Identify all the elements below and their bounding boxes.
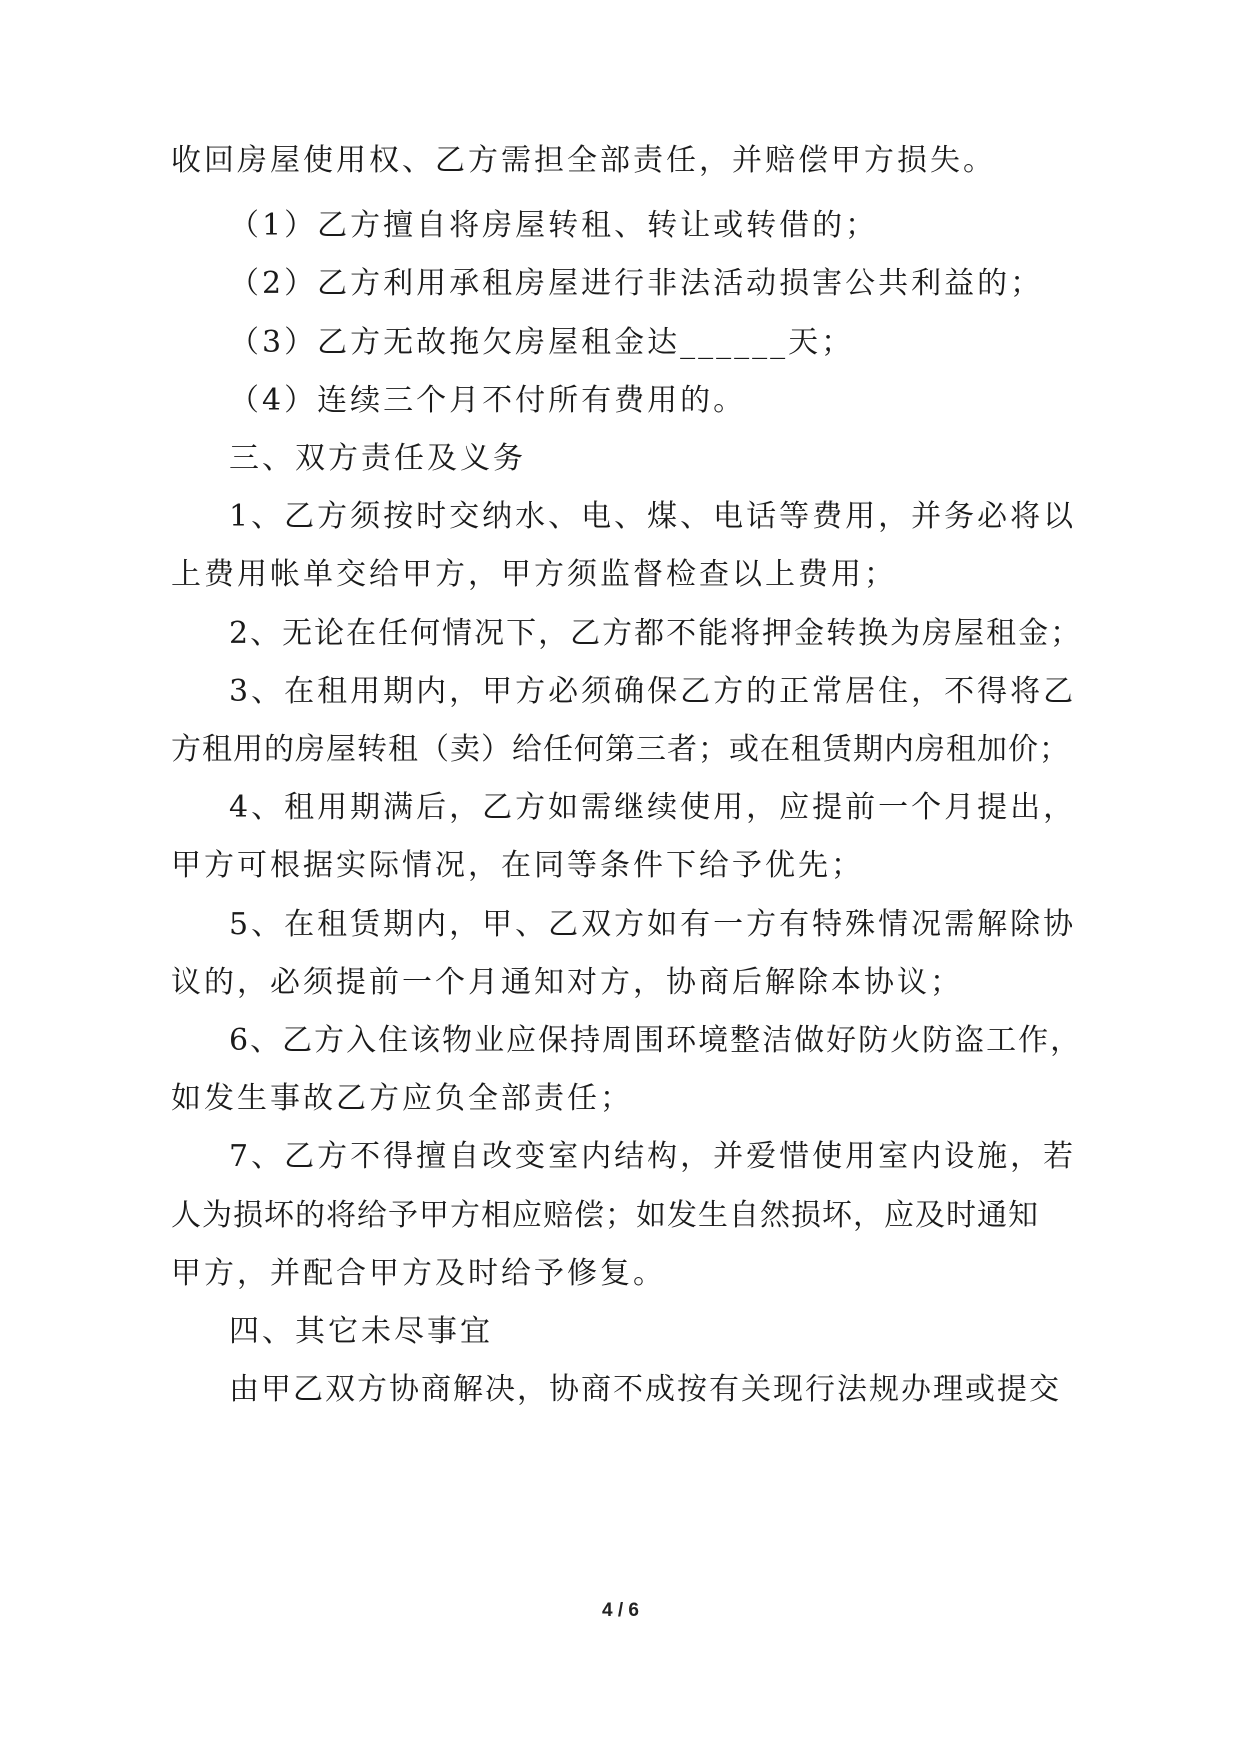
section-heading: 四、其它未尽事宜 [229, 1314, 493, 1349]
paragraph-line: （1）乙方擅自将房屋转租、转让或转借的； [229, 208, 879, 243]
paragraph-line: 如发生事故乙方应负全部责任； [171, 1081, 633, 1116]
paragraph-line: （3）乙方无故拖欠房屋租金达______天； [229, 325, 855, 360]
paragraph-line: 7、乙方不得擅自改变室内结构，并爱惜使用室内设施，若 [229, 1139, 1077, 1174]
paragraph-line: 方租用的房屋转租（卖）给任何第三者；或在租赁期内房租加价； [171, 732, 1070, 767]
paragraph-line: 人为损坏的将给予甲方相应赔偿；如发生自然损坏，应及时通知 [171, 1198, 1039, 1233]
paragraph-line: 3、在租用期内，甲方必须确保乙方的正常居住，不得将乙 [229, 674, 1077, 709]
paragraph-line: 6、乙方入住该物业应保持周围环境整洁做好防火防盗工作， [229, 1023, 1083, 1058]
paragraph-line: 5、在租赁期内，甲、乙双方如有一方有特殊情况需解除协 [229, 907, 1077, 942]
paragraph-line: 4、租用期满后，乙方如需继续使用，应提前一个月提出， [229, 790, 1077, 825]
paragraph-line: 1、乙方须按时交纳水、电、煤、电话等费用，并务必将以 [229, 499, 1077, 534]
paragraph-line: 2、无论在任何情况下，乙方都不能将押金转换为房屋租金； [229, 616, 1083, 651]
paragraph-line: （2）乙方利用承租房屋进行非法活动损害公共利益的； [229, 266, 1044, 301]
paragraph-line: 收回房屋使用权、乙方需担全部责任，并赔偿甲方损失。 [171, 143, 996, 178]
paragraph-line: 议的，必须提前一个月通知对方，协商后解除本协议； [171, 965, 963, 1000]
paragraph-line: 甲方可根据实际情况，在同等条件下给予优先； [171, 848, 864, 883]
paragraph-line: 由甲乙双方协商解决，协商不成按有关现行法规办理或提交 [229, 1372, 1061, 1407]
paragraph-line: （4）连续三个月不付所有费用的。 [229, 383, 747, 418]
paragraph-line: 甲方，并配合甲方及时给予修复。 [171, 1256, 666, 1291]
section-heading: 三、双方责任及义务 [229, 441, 526, 476]
page-number: 4 / 6 [602, 1600, 639, 1621]
paragraph-line: 上费用帐单交给甲方，甲方须监督检查以上费用； [171, 557, 897, 592]
